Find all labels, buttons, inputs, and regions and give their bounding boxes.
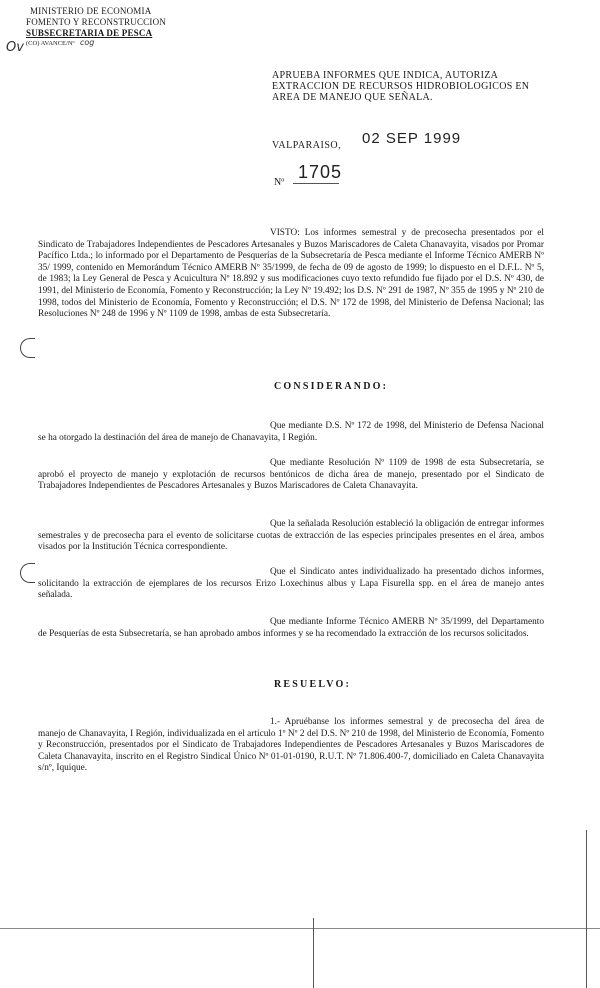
number-underline — [293, 183, 339, 184]
scan-edge-line — [313, 918, 314, 988]
considerando-3: Que la señalada Resolución estableció la obligación de entregar informes semestrales y de precosecha para el evento de solicitarse cuotas de extracción de las especies principales presentes en el área, ambos visados por la Institución Técnica correspondiente. — [38, 519, 544, 553]
ministry-line: MINISTERIO DE ECONOMIA — [30, 6, 152, 16]
resolution-number: 1705 — [298, 162, 343, 182]
punch-hole-mark — [20, 563, 35, 583]
scan-fold-line — [0, 928, 600, 929]
considerando-heading: CONSIDERANDO: — [274, 381, 389, 392]
considerando-2: Que mediante Resolución Nº 1109 de 1998 de esta Subsecretaría, se aprobó el proyecto de manejo y explotación de recursos bentónicos de dicha área de manejo, presentado por el Sindicato de Trabajadores Independientes de Pescadores Artesanales y Buzos Mariscadores de Caleta Chanavayita. — [38, 458, 544, 492]
date-stamp: 02 SEP 1999 — [362, 130, 462, 147]
considerando-5: Que mediante Informe Técnico AMERB Nº 35/1999, del Departamento de Pesquerías de esta Subsecretaría, se han aprobado ambos informes y se ha recomendado la extracción de los recursos solicitados. — [38, 617, 544, 639]
ministry-subline: FOMENTO Y RECONSTRUCCION — [26, 17, 166, 27]
considerando-4: Que el Sindicato antes individualizado ha presentado dichos informes, solicitando la extracción de ejemplares de los recursos Erizo Loxechinus albus y Lapa Fisurella spp. en el área de manejo antes señalada. — [38, 567, 544, 601]
margin-mark: Ov — [6, 40, 24, 55]
punch-hole-mark — [20, 338, 35, 358]
place: VALPARAISO, — [272, 140, 342, 151]
number-label: Nº — [274, 177, 285, 188]
handwritten-note: cog — [80, 38, 95, 47]
resuelvo-article-1: 1.- Apruébanse los informes semestral y de precosecha del área de manejo de Chanavayita, I Región, individualizada en el artículo 1º Nº 2 del D.S. Nº 210 de 1998, del Ministerio de Economía, Fomento y Reconstrucción, presentados por el Sindicato de Trabajadores Independientes de Pescadores Artesanales y Buzos Mariscadores de Caleta Chanavayita, inscrito en el Registro Sindical Único Nº 01-01-0190, R.U.T. Nº 71.806.400-7, domiciliado en Caleta Chanavayita s/nº, Iquique. — [38, 717, 544, 774]
file-reference: (CO) AVANCE/Nº — [26, 40, 75, 47]
scan-edge-line — [586, 830, 587, 988]
resolution-subject: APRUEBA INFORMES QUE INDICA, AUTORIZA EXTRACCION DE RECURSOS HIDROBIOLOGICOS EN AREA DE MANEJO QUE SEÑALA. — [272, 70, 530, 103]
subsecretaria-line: SUBSECRETARIA DE PESCA — [26, 28, 153, 38]
visto-paragraph: VISTO: Los informes semestral y de precosecha presentados por el Sindicato de Trabajadores Independientes de Pescadores Artesanales y Buzos Mariscadores de Caleta Chanavayita, visados por Promar Pacífico Ltda.; lo informado por el Departamento de Pesquerías de la Subsecretaría de Pesca mediante el Informe Técnico AMERB Nº 35/ 1999, contenido en Memorándum Técnico AMERB Nº 35/1999, de fecha de 09 de agosto de 1999; lo dispuesto en el D.F.L. Nº 5, de 1983; la Ley General de Pesca y Acuicultura Nº 18.892 y sus modificaciones cuyo texto refundido fue fijado por el D.S. Nº 430, de 1991, del Ministerio de Economía, Fomento y Reconstrucción; la Ley Nº 19.492; los D.S. Nº 291 de 1987, Nº 355 de 1995 y Nº 210 de 1998, todos del Ministerio de Economía, Fomento y Reconstrucción; el D.S. Nº 172 de 1998, del Ministerio de Defensa Nacional; las Resoluciones Nº 248 de 1996 y Nº 1109 de 1998, ambas de esta Subsecretaría. — [38, 228, 544, 320]
considerando-1: Que mediante D.S. Nº 172 de 1998, del Ministerio de Defensa Nacional se ha otorgado la destinación del área de manejo de Chanavayita, I Región. — [38, 421, 544, 443]
resuelvo-heading: RESUELVO: — [274, 679, 352, 690]
